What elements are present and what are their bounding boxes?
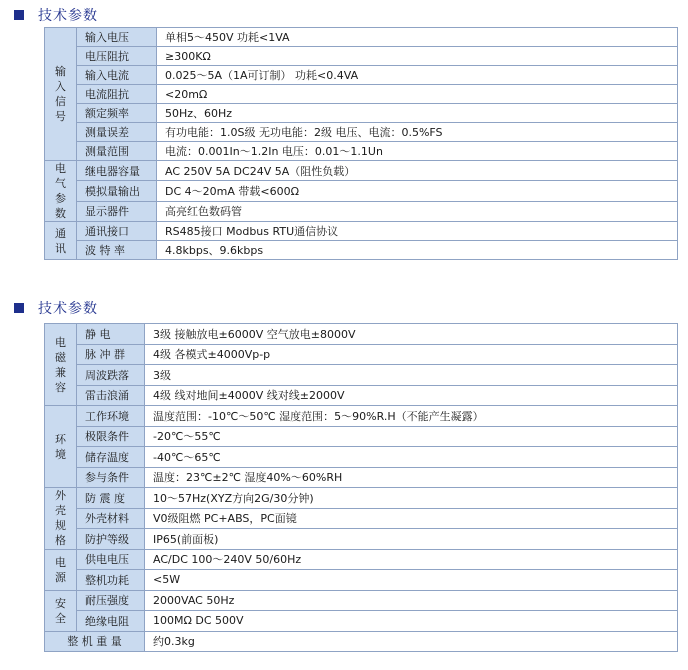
spec-row	[45, 570, 678, 591]
param-label: 测量误差	[77, 123, 157, 142]
param-value: 4级 线对地间±4000V 线对线±2000V	[145, 385, 678, 406]
param-label: 防 震 度	[77, 488, 145, 509]
spec-row	[45, 181, 678, 201]
param-value: 0.025～5A（1A可订制） 功耗<0.4VA	[157, 66, 678, 85]
spec-row	[45, 241, 678, 260]
param-label: 雷击浪涌	[77, 385, 145, 406]
spec-row	[45, 365, 678, 386]
param-value: 4.8kbps、9.6kbps	[157, 241, 678, 260]
group-label-text: 外壳规格	[55, 489, 66, 548]
param-label: 脉 冲 群	[77, 344, 145, 365]
spec-row	[45, 590, 678, 611]
spec-row	[45, 611, 678, 632]
param-value: 电流：0.001In～1.2In 电压：0.01～1.1Un	[157, 142, 678, 161]
param-label: 绝缘电阻	[77, 611, 145, 632]
param-label: 模拟量输出	[77, 181, 157, 201]
section-header-1	[14, 7, 98, 23]
param-label: 整 机 重 量	[45, 631, 145, 652]
spec-row	[45, 28, 678, 47]
group-label	[45, 549, 77, 590]
spec-row	[45, 447, 678, 468]
param-label: 继电器容量	[77, 161, 157, 181]
spec-row	[45, 529, 678, 550]
spec-row	[45, 344, 678, 365]
group-label-text: 通讯	[55, 226, 66, 255]
param-label: 极限条件	[77, 426, 145, 447]
param-value: 高亮红色数码管	[157, 201, 678, 221]
square-bullet-icon	[14, 303, 24, 313]
param-value: AC 250V 5A DC24V 5A（阻性负载）	[157, 161, 678, 181]
param-value: 3级	[145, 365, 678, 386]
param-value: -40℃～65℃	[145, 447, 678, 468]
param-value: <5W	[145, 570, 678, 591]
group-label	[45, 590, 77, 631]
param-label: 静 电	[77, 324, 145, 345]
spec-row	[45, 426, 678, 447]
param-label: 波 特 率	[77, 241, 157, 260]
group-label	[45, 161, 77, 222]
param-value: 2000VAC 50Hz	[145, 590, 678, 611]
param-label: 参与条件	[77, 467, 145, 488]
param-label: 周波跌落	[77, 365, 145, 386]
param-value: 4级 各模式±4000Vp-p	[145, 344, 678, 365]
param-value: 50Hz、60Hz	[157, 104, 678, 123]
param-label: 储存温度	[77, 447, 145, 468]
param-label: 电压阻抗	[77, 47, 157, 66]
group-label-text: 电磁兼容	[55, 335, 66, 394]
section-title: 技术参数	[38, 301, 98, 317]
param-label: 耐压强度	[77, 590, 145, 611]
spec-row	[45, 161, 678, 181]
param-label: 显示器件	[77, 201, 157, 221]
param-value: 约0.3kg	[145, 631, 678, 652]
param-value: -20℃～55℃	[145, 426, 678, 447]
param-label: 通讯接口	[77, 222, 157, 241]
param-value: V0级阻燃 PC+ABS，PC面镜	[145, 508, 678, 529]
spec-row	[45, 104, 678, 123]
spec-row	[45, 142, 678, 161]
param-value: 温度：23℃±2℃ 湿度40%～60%RH	[145, 467, 678, 488]
param-label: 输入电压	[77, 28, 157, 47]
spec-row	[45, 488, 678, 509]
spec-row	[45, 631, 678, 652]
spec-row	[45, 66, 678, 85]
section-header-2	[14, 300, 98, 316]
param-label: 测量范围	[77, 142, 157, 161]
param-value: RS485接口 Modbus RTU通信协议	[157, 222, 678, 241]
param-value: 有功电能：1.0S级 无功电能：2级 电压、电流：0.5%FS	[157, 123, 678, 142]
spec-table-1	[44, 27, 678, 260]
param-value: 3级 接触放电±6000V 空气放电±8000V	[145, 324, 678, 345]
param-value: 100MΩ DC 500V	[145, 611, 678, 632]
spec-row	[45, 549, 678, 570]
param-label: 工作环境	[77, 406, 145, 427]
spec-row	[45, 385, 678, 406]
param-value: 温度范围：-10℃～50℃ 湿度范围：5～90%R.H（不能产生凝露）	[145, 406, 678, 427]
group-label	[45, 222, 77, 260]
param-label: 整机功耗	[77, 570, 145, 591]
param-value: 单相5～450V 功耗<1VA	[157, 28, 678, 47]
param-value: DC 4～20mA 带载<600Ω	[157, 181, 678, 201]
param-label: 防护等级	[77, 529, 145, 550]
group-label	[45, 324, 77, 406]
spec-row	[45, 508, 678, 529]
param-label: 电流阻抗	[77, 85, 157, 104]
square-bullet-icon	[14, 10, 24, 20]
spec-row	[45, 324, 678, 345]
group-label	[45, 28, 77, 161]
spec-row	[45, 406, 678, 427]
spec-row	[45, 47, 678, 66]
param-value: AC/DC 100～240V 50/60Hz	[145, 549, 678, 570]
spec-row	[45, 201, 678, 221]
group-label-text: 环境	[55, 432, 66, 461]
param-value: <20mΩ	[157, 85, 678, 104]
param-label: 额定频率	[77, 104, 157, 123]
param-value: 10～57Hz(XYZ方向2G/30分钟)	[145, 488, 678, 509]
spec-row	[45, 222, 678, 241]
group-label-text: 输入信号	[55, 65, 66, 123]
section-title: 技术参数	[38, 8, 98, 24]
param-value: IP65(前面板)	[145, 529, 678, 550]
spec-table-2	[44, 323, 678, 652]
group-label-text: 电源	[55, 555, 66, 584]
param-label: 输入电流	[77, 66, 157, 85]
group-label	[45, 488, 77, 550]
spec-row	[45, 467, 678, 488]
group-label-text: 电气参数	[55, 162, 66, 220]
param-value: ≥300KΩ	[157, 47, 678, 66]
param-label: 供电电压	[77, 549, 145, 570]
group-label	[45, 406, 77, 488]
param-label: 外壳材料	[77, 508, 145, 529]
spec-row	[45, 85, 678, 104]
group-label-text: 安全	[55, 596, 66, 625]
spec-row	[45, 123, 678, 142]
